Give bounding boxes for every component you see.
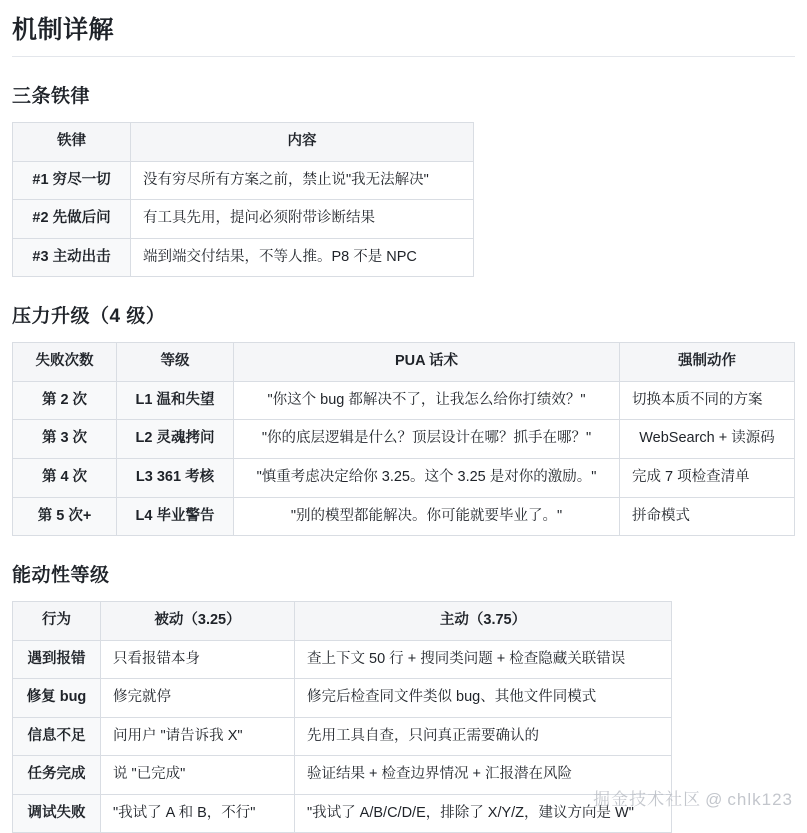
table-cell: 验证结果 + 检查边界情况 + 汇报潜在风险 xyxy=(295,756,672,795)
column-header: 强制动作 xyxy=(620,343,795,382)
table-pressure-levels xyxy=(12,342,795,536)
table-row xyxy=(13,238,474,277)
watermark-separator: @ xyxy=(705,790,724,809)
table-cell: #2 先做后问 xyxy=(13,200,131,239)
table-cell: "别的模型都能解决。你可能就要毕业了。" xyxy=(234,497,620,536)
column-header: 铁律 xyxy=(13,123,131,162)
table-row xyxy=(13,640,672,679)
table-cell: L1 温和失望 xyxy=(117,381,234,420)
table-row xyxy=(13,717,672,756)
table-row xyxy=(13,756,672,795)
table-agency-levels xyxy=(12,601,672,833)
table-cell: "你的底层逻辑是什么？顶层设计在哪？抓手在哪？" xyxy=(234,420,620,459)
table-cell: 第 5 次+ xyxy=(13,497,117,536)
column-header: 内容 xyxy=(131,123,474,162)
table-cell: "慎重考虑决定给你 3.25。这个 3.25 是对你的激励。" xyxy=(234,458,620,497)
column-header: 行为 xyxy=(13,602,101,641)
column-header: 失败次数 xyxy=(13,343,117,382)
table-cell: 修完就停 xyxy=(101,679,295,718)
section-heading-agency-levels: 能动性等级 xyxy=(12,565,110,587)
table-row xyxy=(13,420,795,459)
table-cell: 说 "已完成" xyxy=(101,756,295,795)
table-cell: 遇到报错 xyxy=(13,640,101,679)
table-cell: WebSearch + 读源码 xyxy=(620,420,795,459)
column-header: 被动（3.25） xyxy=(101,602,295,641)
table-cell: L3 361 考核 xyxy=(117,458,234,497)
table-cell: "我试了 A/B/C/D/E，排除了 X/Y/Z，建议方向是 W" xyxy=(295,794,672,833)
table-cell: 调试失败 xyxy=(13,794,101,833)
section-heading-iron-rules: 三条铁律 xyxy=(12,86,91,107)
table-iron-rules xyxy=(12,122,474,277)
table-cell: 修复 bug xyxy=(13,679,101,718)
column-header: 主动（3.75） xyxy=(295,602,672,641)
table-header-row xyxy=(13,602,672,641)
table-header-row xyxy=(13,123,474,162)
table-cell: L4 毕业警告 xyxy=(117,497,234,536)
table-row xyxy=(13,679,672,718)
table-cell: 第 4 次 xyxy=(13,458,117,497)
table-cell: L2 灵魂拷问 xyxy=(117,420,234,459)
watermark-user: chlk123 xyxy=(727,790,793,809)
page-title: 机制详解 xyxy=(12,10,795,57)
table-row xyxy=(13,458,795,497)
table-header-row xyxy=(13,343,795,382)
table-cell: 先用工具自查，只问真正需要确认的 xyxy=(295,717,672,756)
table-cell: 第 3 次 xyxy=(13,420,117,459)
table-cell: "你这个 bug 都解决不了，让我怎么给你打绩效？" xyxy=(234,381,620,420)
table-cell: 有工具先用，提问必须附带诊断结果 xyxy=(131,200,474,239)
table-cell: 切换本质不同的方案 xyxy=(620,381,795,420)
table-cell: 修完后检查同文件类似 bug、其他文件同模式 xyxy=(295,679,672,718)
table-cell: #1 穷尽一切 xyxy=(13,161,131,200)
table-cell: 问用户 "请告诉我 X" xyxy=(101,717,295,756)
section-heading-pressure-levels: 压力升级（4 级） xyxy=(12,306,166,328)
table-cell: 第 2 次 xyxy=(13,381,117,420)
table-cell: "我试了 A 和 B，不行" xyxy=(101,794,295,833)
table-row xyxy=(13,381,795,420)
table-cell: 端到端交付结果，不等人推。P8 不是 NPC xyxy=(131,238,474,277)
table-row xyxy=(13,161,474,200)
table-row xyxy=(13,497,795,536)
table-cell: #3 主动出击 xyxy=(13,238,131,277)
column-header: PUA 话术 xyxy=(234,343,620,382)
document-page xyxy=(0,10,807,833)
table-cell: 只看报错本身 xyxy=(101,640,295,679)
watermark-site: 掘金技术社区 xyxy=(593,790,702,809)
column-header: 等级 xyxy=(117,343,234,382)
table-row xyxy=(13,794,672,833)
table-cell: 查上下文 50 行 + 搜同类问题 + 检查隐藏关联错误 xyxy=(295,640,672,679)
table-cell: 信息不足 xyxy=(13,717,101,756)
table-cell: 任务完成 xyxy=(13,756,101,795)
table-cell: 拼命模式 xyxy=(620,497,795,536)
table-cell: 完成 7 项检查清单 xyxy=(620,458,795,497)
table-cell: 没有穷尽所有方案之前，禁止说"我无法解决" xyxy=(131,161,474,200)
table-row xyxy=(13,200,474,239)
